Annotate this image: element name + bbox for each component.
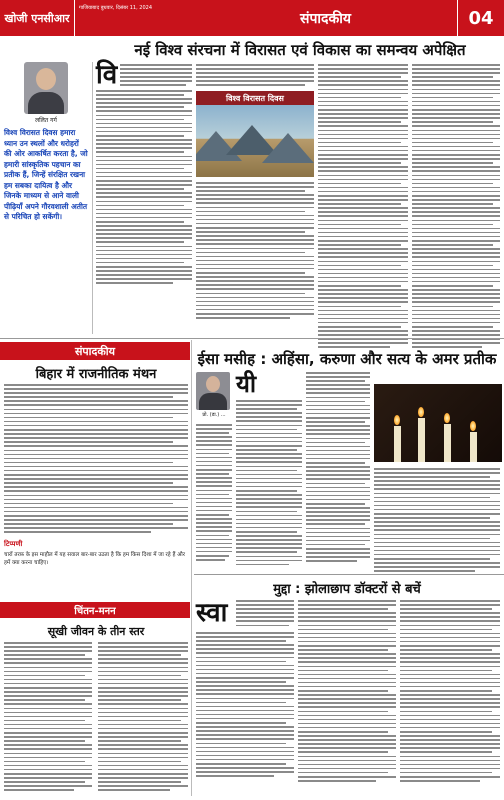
section-divider [0,338,504,339]
third-headline: मुद्दा : झोलाछाप डॉक्टरों से बचें [273,582,421,597]
chintan-body-col1 [4,642,92,793]
main-article-body-col2-top [196,64,314,89]
second-body-col-left [196,424,232,563]
editorial-headline: बिहार में राजनीतिक मंथन [35,367,157,382]
editorial-band: संपादकीय [0,342,190,360]
section-title: संपादकीय [194,0,457,36]
main-article-body-col2 [196,182,314,321]
second-drop-cap: यी [236,370,257,398]
second-author-name: प्रो. (डा.) ... [202,412,226,418]
candles-image [374,384,502,462]
chintan-body-col2 [98,642,188,793]
masthead [0,0,504,36]
main-headline: नई विश्व संरचना में विरासत एवं विकास का समन्वय अपेक्षित [134,41,466,59]
drop-cap: वि [96,60,118,90]
date-line-1: गाजियाबाद बुधवार, दिसंबर 11, 2024 [79,5,153,11]
second-headline: ईसा मसीह : अहिंसा, करुणा और सत्य के अमर प्रतीक [197,350,497,368]
author-photo [24,62,68,114]
chintan-band: चिंतन-मनन [0,602,190,618]
pullquote: विश्व विरासत दिवस हमारा ध्यान उन स्थलों और धरोहरों की ओर आकर्षित करता है, जो हमारी सांस्कृतिक पहचान का प्रतीक हैं, जिन्हें संरक्षित रखना हम सबका दायित्व है और जिनके माध्यम से आने वाली पीढ़ियाँ अपने गौरवशाली अतीत से परिचित हो सकेंगी। [4,128,88,222]
date-line [74,0,194,36]
article-divider [194,574,504,575]
third-body-col2 [298,600,396,784]
author-name: ललित गर्ग [35,117,57,124]
main-article-body-col3 [318,64,408,351]
main-article-body-col1 [96,90,192,287]
third-drop-cap: स्वा [196,598,228,628]
third-body-col3 [400,600,500,784]
page-number: 04 [457,0,504,36]
second-author-photo [196,372,230,410]
tippani-label: टिप्पणी [4,540,23,548]
second-body-col1 [236,400,302,568]
heritage-day-banner: विश्व विरासत दिवस [196,91,314,105]
tippani-text: चारों तरफ़ के इस माहौल में यह सवाल बार-बार उठता है कि हम किस दिशा में जा रहे हैं और हमें क्या करना चाहिए। [4,552,185,566]
chintan-headline: सूखी जीवन के तीन स्तर [47,625,145,638]
author-column [4,62,88,223]
column-divider [92,62,93,334]
third-body-col1 [196,632,294,779]
second-body-col3 [374,468,500,574]
main-article-body-col1-top [120,64,192,89]
third-body-col1-top [236,600,294,629]
main-article-body-col4 [412,64,500,351]
second-body-col2 [306,372,370,564]
editorial-body [4,384,188,535]
column-divider-lower [191,340,192,796]
newspaper-logo: खोजी एनसीआर [0,0,74,36]
